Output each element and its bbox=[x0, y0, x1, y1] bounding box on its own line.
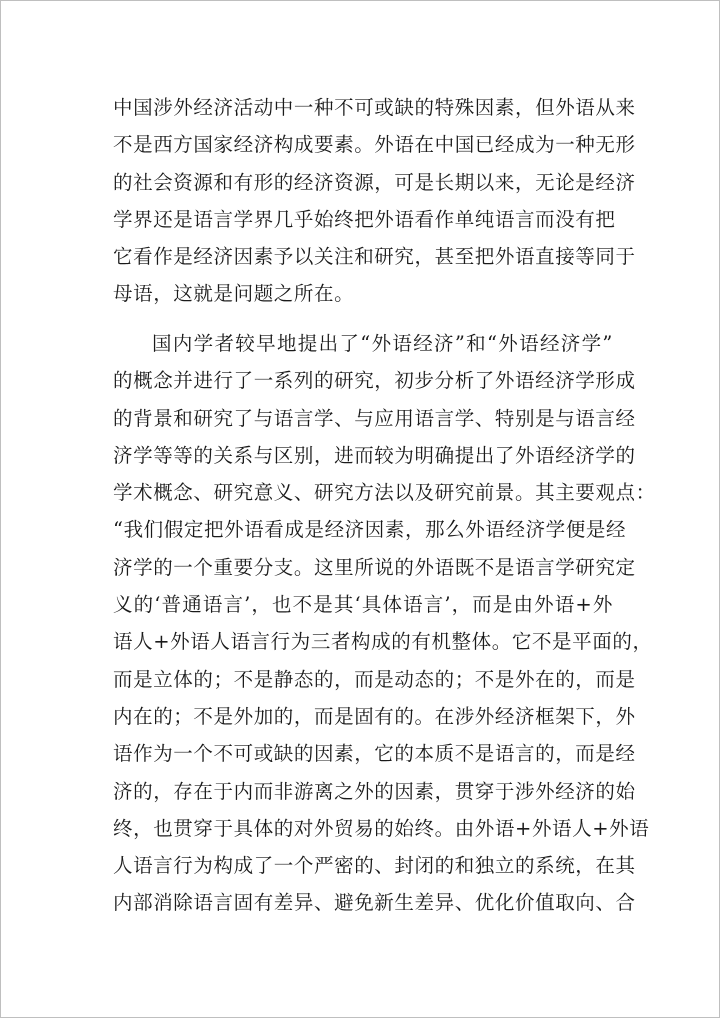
text-line: 济学的一个重要分支。这里所说的外语既不是语言学研究定 bbox=[113, 555, 636, 579]
text-line: 学术概念、研究意义、研究方法以及研究前景。其主要观点： bbox=[113, 481, 656, 505]
text-line: 的社会资源和有形的经济资源，可是长期以来，无论是经济 bbox=[113, 170, 636, 194]
text-line: 语人+外语人语言行为三者构成的有机整体。它不是平面的， bbox=[113, 630, 653, 654]
text-line: 济学等等的关系与区别，进而较为明确提出了外语经济学的 bbox=[113, 443, 636, 467]
text-line: 济的，存在于内而非游离之外的因素，贯穿于涉外经济的始 bbox=[113, 779, 636, 803]
text-line: 中国涉外经济活动中一种不可或缺的特殊因素，但外语从来 bbox=[113, 96, 636, 119]
text-line: 内部消除语言固有差异、避免新生差异、优化价值取向、合 bbox=[113, 891, 636, 915]
text-line: 的概念并进行了一系列的研究，初步分析了外语经济学形成 bbox=[113, 369, 636, 393]
text-line: 的背景和研究了与语言学、与应用语言学、特别是与语言经 bbox=[113, 406, 636, 430]
paragraph-1 bbox=[113, 89, 636, 313]
text-line: “我们假定把外语看成是经济因素，那么外语经济学便是经 bbox=[113, 518, 627, 542]
text-line: 义的‘普通语言’，也不是其‘具体语言’，而是由外语+外 bbox=[113, 593, 613, 617]
text-line: 不是西方国家经济构成要素。外语在中国已经成为一种无形 bbox=[113, 133, 636, 157]
text-line: 语作为一个不可或缺的因素，它的本质不是语言的，而是经 bbox=[113, 742, 636, 766]
text-line: 而是立体的；不是静态的，而是动态的；不是外在的，而是 bbox=[113, 667, 636, 691]
text-line: 内在的；不是外加的，而是固有的。在涉外经济框架下，外 bbox=[113, 704, 636, 728]
text-line: 人语言行为构成了一个严密的、封闭的和独立的系统，在其 bbox=[113, 854, 636, 878]
paragraph-2 bbox=[113, 325, 656, 922]
text-line: 学界还是语言学界几乎始终把外语看作单纯语言而没有把 bbox=[113, 207, 616, 231]
text-line: 国内学者较早地提出了“外语经济”和“外语经济学” bbox=[152, 332, 613, 355]
text-line: 终，也贯穿于具体的对外贸易的始终。由外语+外语人+外语 bbox=[113, 816, 650, 840]
text-line: 它看作是经济因素予以关注和研究，甚至把外语直接等同于 bbox=[113, 245, 636, 269]
text-line: 母语，这就是问题之所在。 bbox=[113, 282, 355, 306]
